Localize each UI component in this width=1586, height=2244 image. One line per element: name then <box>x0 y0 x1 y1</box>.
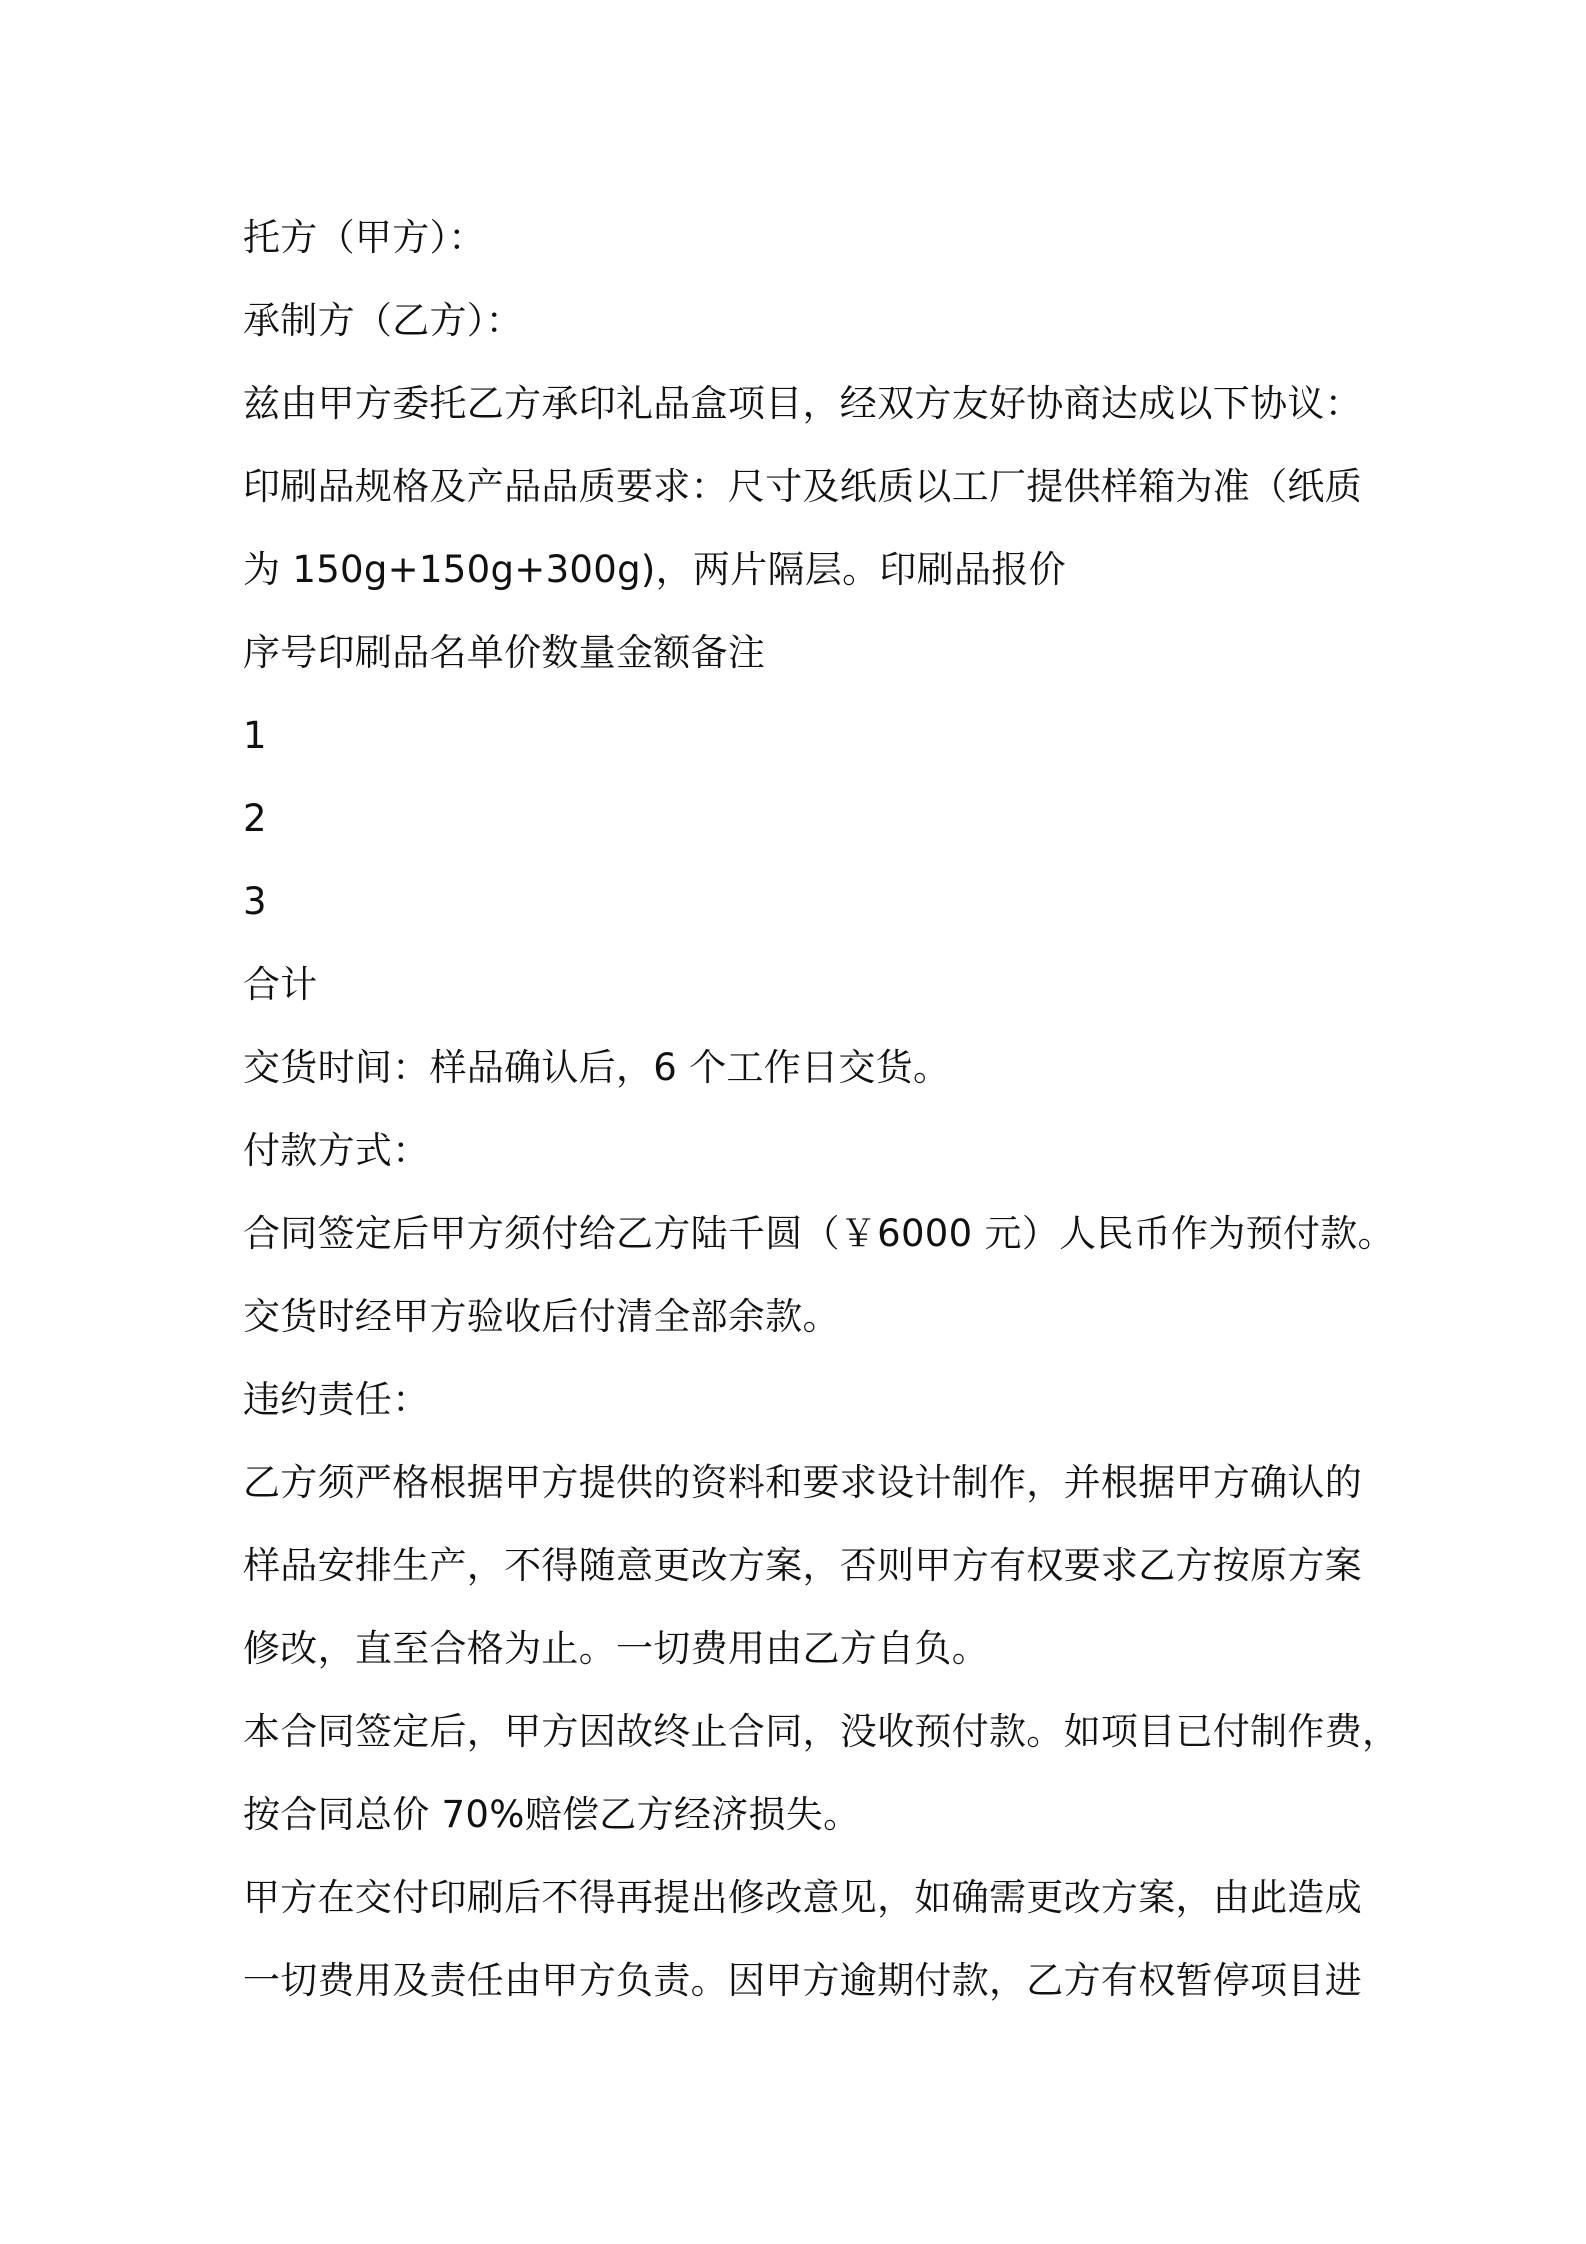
final-payment-terms: 交货时经甲方验收后付清全部余款。 <box>243 1295 840 1338</box>
liability-heading: 违约责任： <box>243 1378 430 1421</box>
spec-requirement-line-2: 为 150g+150g+300g)，两片隔层。印刷品报价 <box>243 548 1066 591</box>
delivery-time: 交货时间：样品确认后，6 个工作日交货。 <box>243 1046 951 1089</box>
spec-requirement-line-1: 印刷品规格及产品品质要求：尺寸及纸质以工厂提供样箱为准（纸质 <box>243 465 1362 508</box>
party-b-line: 承制方（乙方）： <box>243 299 523 342</box>
agreement-intro: 兹由甲方委托乙方承印礼品盒项目，经双方友好协商达成以下协议： <box>243 382 1362 425</box>
liability-clause-2-line-1: 本合同签定后，甲方因故终止合同，没收预付款。如项目已付制作费， <box>243 1710 1400 1753</box>
liability-clause-1-line-2: 样品安排生产，不得随意更改方案，否则甲方有权要求乙方按原方案 <box>243 1544 1362 1587</box>
liability-clause-1-line-3: 修改，直至合格为止。一切费用由乙方自负。 <box>243 1627 989 1670</box>
liability-clause-2-line-2: 按合同总价 70%赔偿乙方经济损失。 <box>243 1793 861 1836</box>
price-row-3: 3 <box>243 880 267 923</box>
liability-clause-1-line-1: 乙方须严格根据甲方提供的资料和要求设计制作，并根据甲方确认的 <box>243 1461 1362 1504</box>
document-body <box>243 196 1400 2022</box>
payment-method-heading: 付款方式： <box>243 1129 430 1172</box>
liability-clause-3-line-1: 甲方在交付印刷后不得再提出修改意见，如确需更改方案，由此造成 <box>243 1876 1362 1919</box>
prepayment-terms: 合同签定后甲方须付给乙方陆千圆（￥6000 元）人民币作为预付款。 <box>243 1212 1395 1255</box>
price-table-header: 序号印刷品名单价数量金额备注 <box>243 631 766 674</box>
price-row-1: 1 <box>243 714 267 757</box>
price-row-2: 2 <box>243 797 267 840</box>
liability-clause-3-line-2: 一切费用及责任由甲方负责。因甲方逾期付款，乙方有权暂停项目进 <box>243 1959 1362 2002</box>
price-total-row: 合计 <box>243 963 318 1006</box>
party-a-line: 托方（甲方）： <box>243 216 486 259</box>
